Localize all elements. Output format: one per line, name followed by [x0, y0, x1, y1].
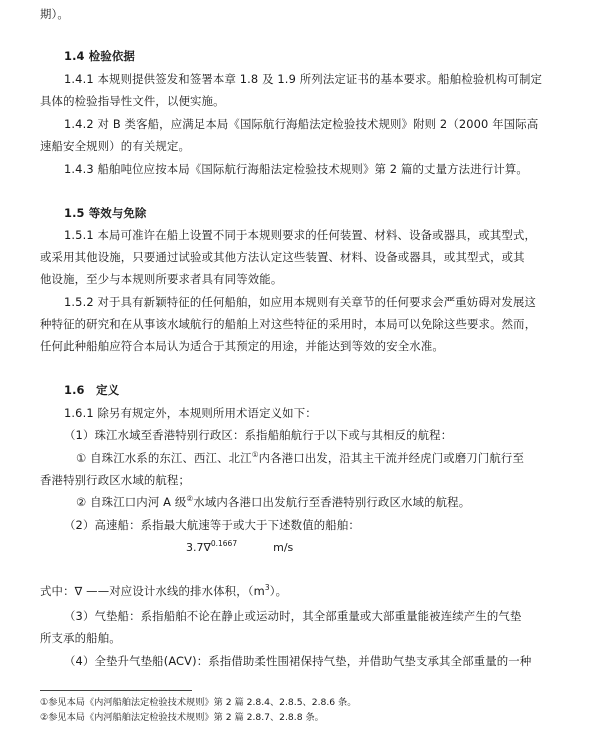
para-1-5-1-line2: 或采用其他设施，只要通过试验或其他方法认定这些装置、材料、设备或器具，或其型式，或其 [40, 250, 525, 264]
para-1-4-2-line2: 速船安全规则）的有关规定。 [40, 139, 191, 153]
displacement-symbol: ∇ [203, 541, 211, 554]
item-1a-text-pre: ① 自珠江水系的东江、西江、北江 [76, 451, 252, 465]
footnote-divider [40, 690, 192, 691]
page-top-fragment: 期）。 [40, 7, 69, 21]
footnote-2: ②参见本局《内河船舶法定检验技术规则》第 2 篇 2.8.7、2.8.8 条。 [40, 712, 324, 723]
cubic-exponent: 3 [264, 583, 270, 592]
para-1-4-1-line1: 1.4.1 本规则提供签发和签署本章 1.8 及 1.9 所列法定证书的基本要求。船舶检验机构可制定 [64, 72, 543, 86]
formula-coefficient: 3.7 [186, 541, 204, 554]
definition-item-1: （1）珠江水域至香港特别行政区：系指船舶航行于以下或与其相反的航程： [64, 428, 453, 442]
para-1-6-1: 1.6.1 除另有规定外，本规则所用术语定义如下： [64, 406, 317, 420]
item-1b-text-pre: ② 自珠江口内河 A 级 [76, 495, 187, 509]
definition-item-1a-line2: 香港特别行政区水域的航程； [40, 473, 191, 487]
where-text-pre: 式中：∇ ——对应设计水线的排水体积，（m [40, 584, 265, 598]
definition-item-1b [76, 494, 470, 512]
formula-where-line [40, 583, 287, 601]
definition-item-3-line1: （3）气垫船：系指船舶不论在静止或运动时，其全部重量或大部重量能被连续产生的气垫 [64, 609, 522, 623]
where-text-post: ）。 [269, 584, 288, 598]
item-1a-text-post: 内各港口出发，沿其主干流并经虎门或磨刀门航行至 [258, 451, 525, 465]
para-1-4-1-line2: 具体的检验指导性文件，以便实施。 [40, 94, 225, 108]
definition-item-3-line2: 所支承的船舶。 [40, 631, 121, 645]
section-1-6-heading: 1.6 定义 [64, 383, 120, 397]
definition-item-4-line1: （4）全垫升气垫船(ACV)：系指借助柔性围裙保持气垫，并借助气垫支承其全部重量的一种 [64, 654, 532, 668]
high-speed-formula [186, 541, 293, 554]
para-1-5-1-line1: 1.5.1 本局可准许在船上设置不同于本规则要求的任何装置、材料、设备或器具，或其型式， [64, 228, 537, 242]
para-1-4-2-line1: 1.4.2 对 B 类客船，应满足本局《国际航行海船法定检验技术规则》附则 2（2000 年国际高 [64, 117, 539, 131]
section-1-5-heading: 1.5 等效与免除 [64, 206, 147, 220]
definition-item-1a-line1 [76, 450, 524, 468]
para-1-5-1-line3: 他设施，至少与本规则所要求者具有同等效能。 [40, 272, 283, 286]
para-1-5-2-line2: 种特征的研究和在从事该水域航行的船舶上对这些特征的采用时，本局可以免除这些要求。然而， [40, 317, 537, 331]
para-1-5-2-line1: 1.5.2 对于具有新颖特征的任何船舶，如应用本规则有关章节的任何要求会严重妨碍对发展这 [64, 295, 537, 309]
footnote-1: ①参见本局《内河船舶法定检验技术规则》第 2 篇 2.8.4、2.8.5、2.8.6 条。 [40, 697, 357, 708]
para-1-5-2-line3: 任何此种船舶应符合本局认为适合于其预定的用途，并能达到等效的安全水准。 [40, 339, 444, 353]
section-1-4-heading: 1.4 检验依据 [64, 49, 135, 63]
formula-exponent: 0.1667 [210, 539, 238, 548]
footnote-ref-2: ② [186, 494, 194, 503]
footnote-ref-1: ① [251, 450, 259, 459]
formula-unit: m/s [273, 541, 294, 554]
definition-item-2: （2）高速船：系指最大航速等于或大于下述数值的船舶： [64, 518, 360, 532]
item-1b-text-post: 水域内各港口出发航行至香港特别行政区水域的航程。 [193, 495, 471, 509]
para-1-4-3: 1.4.3 船舶吨位应按本局《国际航行海船法定检验技术规则》第 2 篇的丈量方法进行计算。 [64, 162, 528, 176]
